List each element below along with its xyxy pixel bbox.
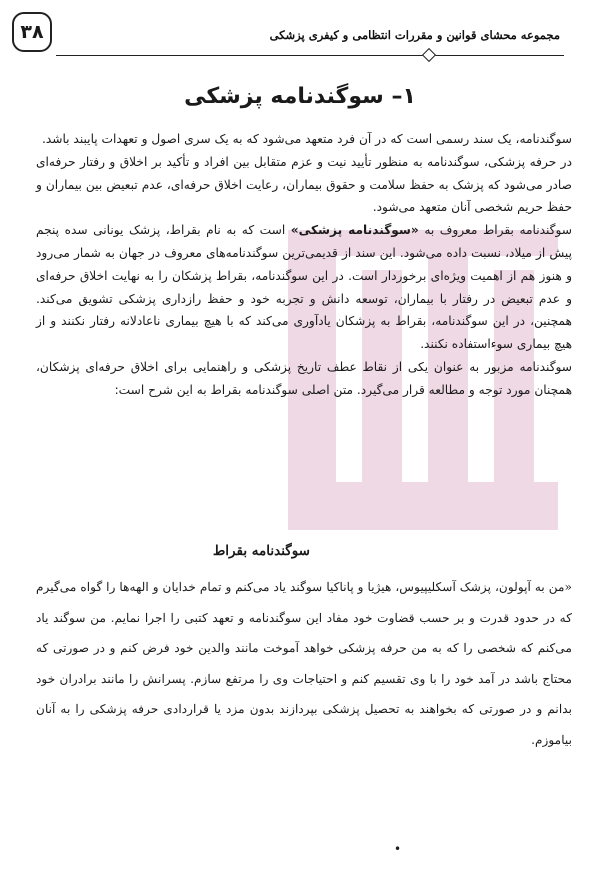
- paragraph-3: [36, 219, 572, 356]
- diamond-ornament-icon: [422, 48, 436, 62]
- highlighted-term: «سوگندنامه پزشکی»: [290, 223, 419, 238]
- paragraph-1: سوگندنامه، یک سند رسمی است که در آن فرد متعهد می‌شود که به یک سری اصول و تعهدات پایبند باشد.: [41, 132, 572, 146]
- running-title: مجموعه محشای قوانین و مقررات انتظامی و کیفری پزشکی: [269, 28, 560, 42]
- footer-mark: •: [394, 842, 402, 856]
- chapter-title: ۱– سوگندنامه پزشکی: [184, 84, 416, 109]
- oath-title: سوگندنامه بقراط: [212, 543, 310, 559]
- paragraph-3-rest: است که به نام بقراط، پزشک یونانی سده پنجم پیش از میلاد، نسبت داده می‌شود. این سند از قدیمی‌ترین سوگندنامه‌های معروف در جهان به شمار می‌رود و هنوز هم از اهمیت ویژه‌ای برخوردار است. در این سوگندنامه، بقراط پزشکان را به نهایت اخلاق حرفه‌ای و عدم تبعیض در رفتار با بیماران، توسعه دانش و تجربه خود و حفظ رازداری پزشکی تشویق می‌کند. همچنین، در این سوگندنامه، بقراط به پزشکان یادآوری می‌کند که با هیچ بیماری ناعادلانه رفتار نکنند و از هیچ بیماری سوءاستفاده نکنند.: [36, 223, 572, 352]
- body-text: [36, 128, 572, 402]
- paragraph-3-start: سوگندنامه بقراط معروف به: [418, 223, 572, 238]
- oath-text: «من به آپولون، پزشک آسکلیپیوس، هیژیا و پاناکیا سوگند یاد می‌کنم و تمام خدایان و الهه‌ها را گواه می‌گیرم که در حدود قدرت و بر حسب قضاوت خود مفاد این سوگندنامه و تعهد کتبی را اجرا نمایم. من سوگند یاد می‌کنم که شخصی را که به من حرفه پزشکی خواهد آموخت مانند والدین خود فرض کنم و در صورتی که محتاج باشد در آمد خود را با وی تقسیم کنم و احتیاجات وی را مرتفع سازم. پسرانش را مانند برادران خود بدانم و در صورتی که بخواهند به تحصیل پزشکی بپردازند بدون مزد یا قراردادی حرفه پزشکی را به آنان بیاموزم.: [36, 580, 572, 747]
- page-number: ۳۸: [20, 21, 44, 43]
- paragraph-4: سوگندنامه مزبور به عنوان یکی از نقاط عطف تاریخ پزشکی و راهنمایی برای اخلاق حرفه‌ای پزشکان، همچنان مورد توجه و مطالعه قرار می‌گیرد. متن اصلی سوگندنامه بقراط به این شرح است:: [36, 359, 572, 397]
- page-number-box: [12, 12, 52, 52]
- oath-text-block: [36, 572, 572, 755]
- header-rule: [56, 55, 564, 56]
- paragraph-2: در حرفه پزشکی، سوگندنامه به منظور تأیید نیت و عزم متقابل بین افراد و تأکید بر اخلاق و رفتار حرفه‌ای صادر می‌شود که پزشک به حفظ سلامت و حقوق بیماران، رعایت اخلاق حرفه‌ای، عدم تبعیض بین بیماران و حفظ حریم شخصی آنان متعهد می‌شود.: [36, 154, 572, 215]
